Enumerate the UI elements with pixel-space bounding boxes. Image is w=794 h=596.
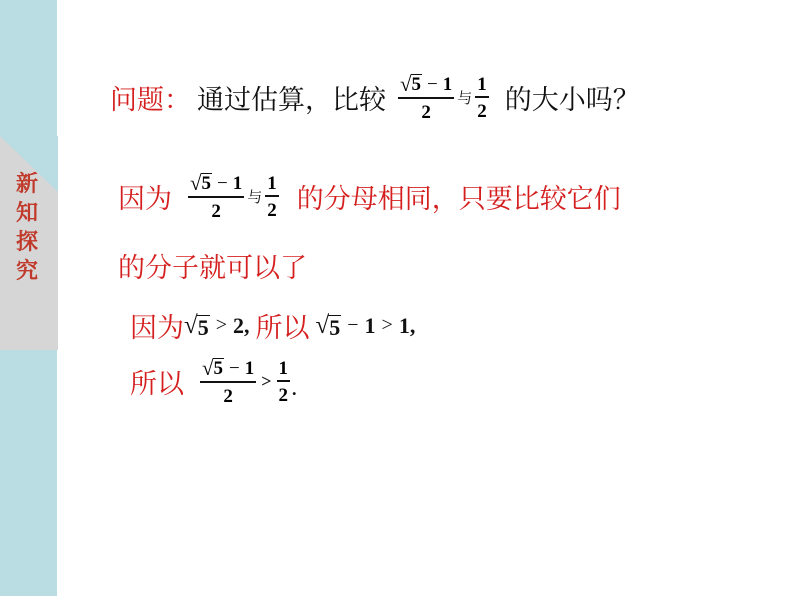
reason-text-line2: 的分子就可以了: [118, 253, 307, 284]
tab-char-3: 探: [16, 229, 39, 255]
question-line: [110, 74, 640, 122]
step2-so: 所以: [130, 369, 184, 401]
reason-text-line1: 的分母相同，只要比较它们: [296, 184, 621, 216]
reason-line-2: [118, 246, 307, 285]
inequality-sqrt5-gt-2: √ 5 > 2,: [184, 311, 250, 341]
tab-char-2: 知: [16, 200, 39, 226]
fraction-sqrt5-minus1-over2: √ 5 − 1 2: [190, 171, 243, 222]
fraction-sqrt5-minus1-over2: √ 5 − 1 2: [202, 356, 255, 407]
question-prefix: 问题：: [110, 85, 191, 117]
conjunction-and: 与: [247, 188, 263, 207]
inequality-sqrt5-minus1-gt-1: √ 5 − 1 > 1,: [315, 311, 416, 341]
conjunction-and: 与: [457, 89, 473, 108]
reason-line-1: [118, 173, 621, 221]
step-1: [130, 306, 415, 345]
tab-char-1: 新: [16, 171, 39, 197]
step1-so: 所以: [255, 313, 310, 344]
fraction-1-over-2: $\frac{1}{2}$: [477, 74, 487, 122]
reason-because: 因为: [118, 184, 172, 216]
period: .: [292, 378, 297, 399]
greater-than-sign: >: [261, 371, 272, 392]
step-2: [130, 358, 297, 406]
section-tab-label: [16, 170, 46, 286]
tab-char-4: 究: [16, 258, 39, 284]
step1-because: 因为: [130, 313, 184, 344]
question-text-end: 的大小吗？: [504, 85, 640, 117]
fraction-1-over-2: $\frac{1}{2}$: [278, 358, 289, 406]
fraction-1-over-2: $\frac{1}{2}$: [267, 173, 277, 221]
question-text: 通过估算，比较: [197, 85, 386, 117]
fraction-sqrt5-minus1-over2: √ 5 − 1 2: [400, 72, 453, 123]
